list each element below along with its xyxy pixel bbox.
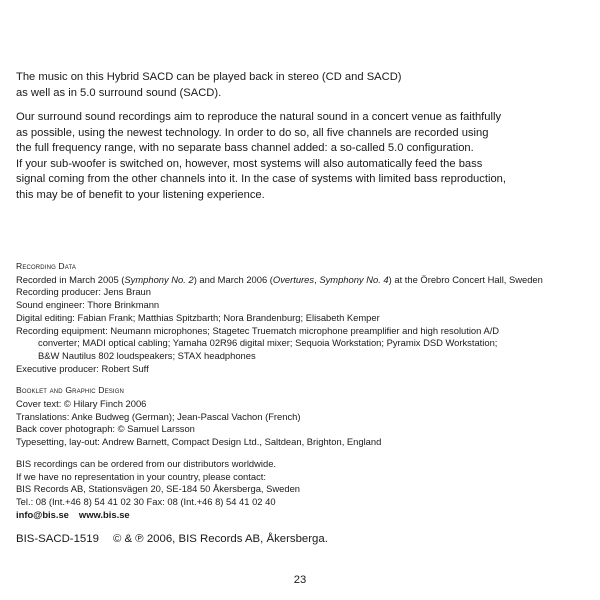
recorded-line <box>16 274 588 287</box>
recording-data-section <box>16 260 588 375</box>
copyright-notice: © & ℗ 2006, BIS Records AB, Åkersberga. <box>112 533 328 546</box>
surround-paragraph <box>16 110 588 203</box>
email-web-line <box>16 509 588 522</box>
executive-producer: Executive producer: Robert Suff <box>16 362 149 374</box>
contact-line: If we have no representation in your country, please contact: <box>16 470 266 482</box>
address-line: BIS Records AB, Stationsvägen 20, SE-184 50 Åkersberga, Sweden <box>16 483 301 495</box>
cover-text-credit: Cover text: © Hilary Finch 2006 <box>16 398 147 410</box>
contact-line: BIS recordings can be ordered from our distributors worldwide. <box>16 457 277 469</box>
catalog-footer <box>16 532 588 547</box>
recorded-text: Recorded in March 2005 ( <box>16 273 125 285</box>
work-title: Symphony No. 2 <box>124 273 194 285</box>
intro-text <box>16 70 588 203</box>
photo-credit: Back cover photograph: © Samuel Larsson <box>16 423 195 435</box>
recorded-text: , <box>314 273 320 285</box>
work-title: Symphony No. 4 <box>319 273 389 285</box>
recording-equipment-cont: B&W Nautilus 802 loudspeakers; STAX headphones <box>38 349 256 361</box>
recording-producer: Recording producer: Jens Braun <box>16 286 151 298</box>
phone-fax-line: Tel.: 08 (Int.+46 8) 54 41 02 30 Fax: 08 (Int.+46 8) 54 41 02 40 <box>16 495 276 507</box>
translations-credit: Translations: Anke Budweg (German); Jean-Pascal Vachon (French) <box>16 410 301 422</box>
booklet-design-heading: Booklet and Graphic Design <box>16 385 125 396</box>
text-line: Our surround sound recordings aim to reproduce the natural sound in a concert venue as faithfully <box>16 111 502 123</box>
recording-data-heading: Recording Data <box>16 261 77 271</box>
work-title: Overtures <box>272 273 315 285</box>
text-line: signal coming from the other channels into it. In the case of systems with limited bass reproduction, <box>16 173 506 185</box>
recording-equipment-cont: converter; MADI optical cabling; Yamaha 02R96 digital mixer; Sequoia Workstation; Pyramix DSD Workstation; <box>38 337 498 349</box>
text-line: The music on this Hybrid SACD can be played back in stereo (CD and SACD) <box>16 71 402 83</box>
digital-editing: Digital editing: Fabian Frank; Matthias Spitzbarth; Nora Brandenburg; Elisabeth Kemper <box>16 311 380 323</box>
recording-equipment: Recording equipment: Neumann microphones; Stagetec Truematch microphone preamplifier and high resolution A/D <box>16 324 500 336</box>
text-line: the full frequency range, with no separate bass channel added: a so-called 5.0 configuration. <box>16 142 474 154</box>
catalog-number: BIS-SACD-1519 <box>16 533 99 546</box>
text-line: If your sub-woofer is switched on, however, most systems will also automatically feed the bass <box>16 157 483 170</box>
text-line: this may be of benefit to your listening experience. <box>16 188 265 201</box>
booklet-design-section <box>16 384 588 449</box>
page-number: 23 <box>293 574 307 586</box>
recorded-text: ) at the Örebro Concert Hall, Sweden <box>388 273 543 285</box>
sound-engineer: Sound engineer: Thore Brinkmann <box>16 299 160 311</box>
email-link[interactable]: info@bis.se <box>16 508 69 520</box>
hybrid-sacd-paragraph <box>16 70 588 101</box>
web-link[interactable]: www.bis.se <box>78 508 130 520</box>
text-line: as well as in 5.0 surround sound (SACD). <box>16 86 222 99</box>
recorded-text: ) and March 2006 ( <box>193 273 273 285</box>
booklet-page <box>16 70 588 547</box>
typesetting-credit: Typesetting, lay-out: Andrew Barnett, Compact Design Ltd., Saltdean, Brighton, England <box>16 436 382 448</box>
text-line: as possible, using the newest technology. In order to do so, all five channels are recorded using <box>16 126 489 139</box>
contact-section <box>16 458 588 522</box>
